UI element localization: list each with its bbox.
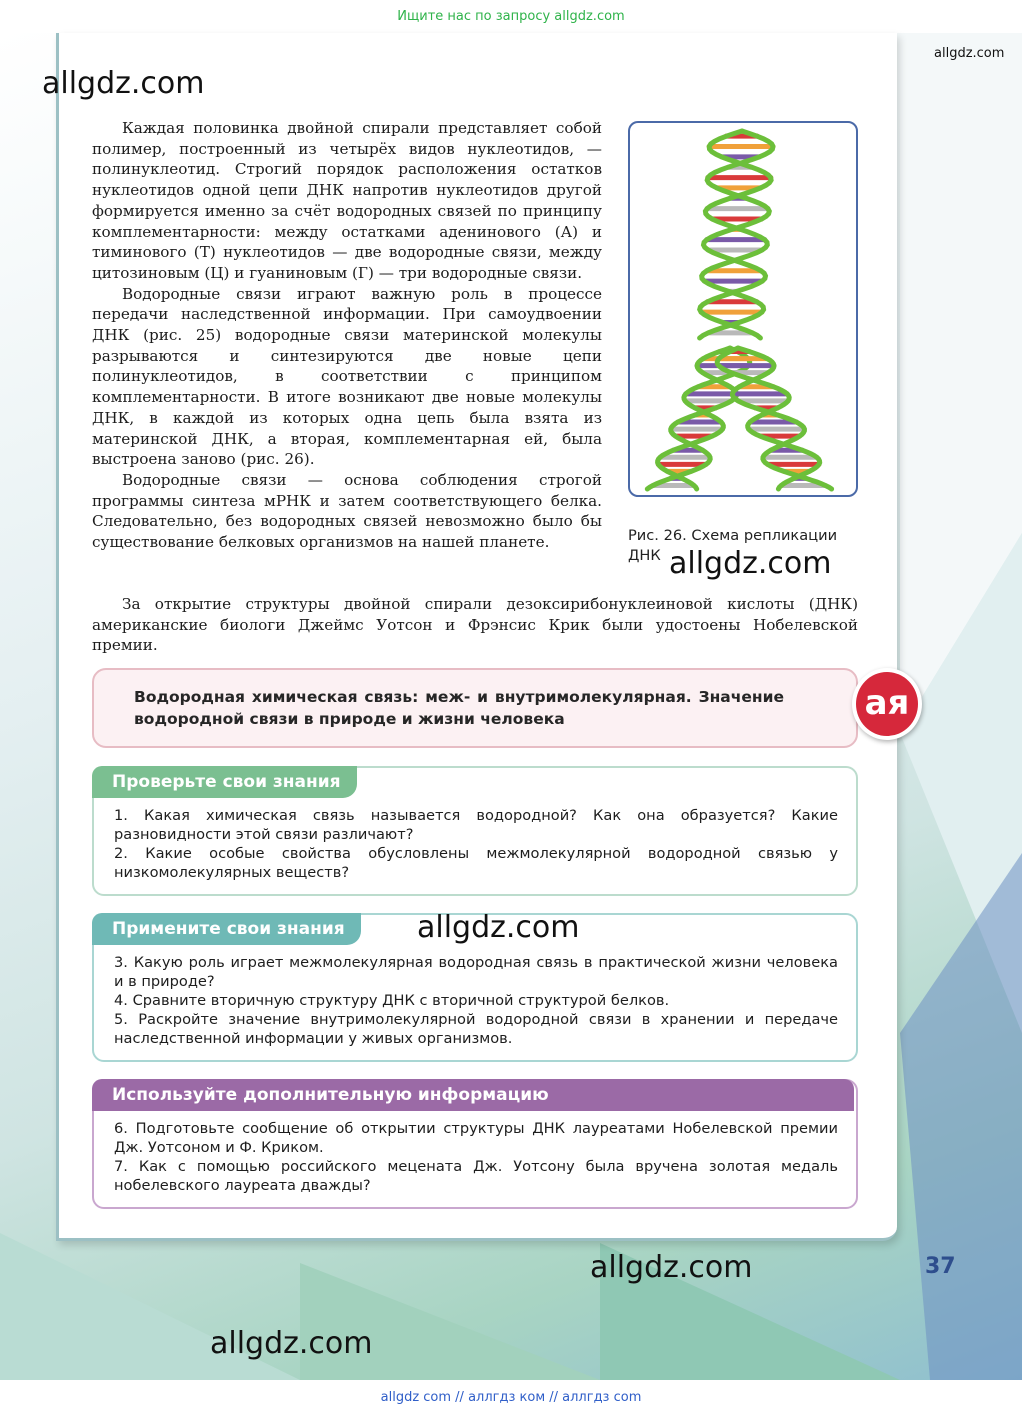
watermark-apply: allgdz.com [417, 910, 580, 945]
paragraph: Водородные связи играют важную роль в процессе передачи наследственной информации. При самоудвоении ДНК (рис. 25) водородные связи материнской молекулы разрываются и синтезируются две новые цепи полинуклеотидов, в соответствии с принципом комплементарности. В итоге возникают две новые молекулы ДНК, в каждой из которых одна цепь была взята из материнской ДНК, а вторая, комплементарная ей, была выстроена заново (рис. 26). [92, 284, 602, 469]
watermark-top-right: allgdz.com [934, 46, 1005, 61]
watermark-bottom-left: allgdz.com [210, 1326, 373, 1361]
apply-knowledge-list [114, 953, 838, 1048]
dna-helix-illustration [630, 123, 856, 495]
figure-caption: Рис. 26. Схема репликации ДНК [628, 527, 838, 564]
check-knowledge-title: Проверьте свои знания [92, 766, 357, 798]
check-knowledge-box [92, 766, 858, 896]
check-knowledge-list [114, 806, 838, 882]
parent-helix-strand-b [700, 131, 772, 338]
glossary-badge-icon: ая [852, 668, 922, 740]
nobel-paragraph: За открытие структуры двойной спирали дезоксирибонуклеиновой кислоты (ДНК) американские биологи Джеймс Уотсон и Фрэнсис Крик были удостоены Нобелевской премии. [92, 595, 858, 655]
task-item: 1. Какая химическая связь называется водородной? Как она образуется? Какие разновидности этой связи различают? [114, 807, 838, 843]
footer-text: allgdz com // аллгдз ком // аллгдз com [380, 1390, 642, 1405]
task-item: 4. Сравните вторичную структуру ДНК с вторичной структурой белков. [114, 992, 670, 1009]
top-search-banner [0, 0, 1022, 33]
task-item: 7. Как с помощью российского мецената Дж. Уотсону была вручена золотая медаль нобелевского лауреата дважды? [114, 1158, 838, 1194]
paragraph: Каждая половинка двойной спирали представляет собой полимер, построенный из четырёх видов нуклеотидов, — полинуклеотид. Строгий порядок расположения остатков нуклеотидов одной цепи ДНК напротив нуклеотидов другой формируется именно за счёт водородных связей по принципу комплементарности: между остатками аденинового (А) и тиминового (Т) нуклеотидов — две водородные связи, между цитозиновым (Ц) и гуаниновым (Г) — три водородные связи. [92, 119, 602, 282]
daughter-right-strand-b [717, 348, 820, 489]
extra-info-list [114, 1119, 838, 1195]
extra-info-title: Используйте дополнительную информацию [92, 1079, 854, 1111]
watermark-figure: allgdz.com [669, 546, 832, 581]
page-number: 37 [925, 1254, 956, 1279]
task-item: 3. Какую роль играет межмолекулярная водородная связь в практической жизни человека и в природе? [114, 954, 838, 990]
watermark-top-left: allgdz.com [42, 66, 205, 101]
extra-info-box [92, 1079, 858, 1209]
task-item: 2. Какие особые свойства обусловлены межмолекулярной водородной связью у низкомолекулярных веществ? [114, 845, 838, 881]
footer-banner [0, 1380, 1022, 1415]
top-banner-text: Ищите нас по запросу allgdz.com [397, 9, 625, 24]
body-text [92, 118, 602, 553]
task-item: 6. Подготовьте сообщение об открытии структуры ДНК лауреатами Нобелевской премии Дж. Уотсоном и Ф. Криком. [114, 1120, 838, 1156]
task-item: 5. Раскройте значение внутримолекулярной водородной связи в хранении и передаче наследственной информации у живых организмов. [114, 1011, 838, 1047]
apply-knowledge-title: Примените свои знания [92, 913, 361, 945]
paragraph: Водородные связи — основа соблюдения строгой программы синтеза мРНК и затем соответствующего белка. Следовательно, без водородных связей невозможно было бы существование белковых организмов на нашей планете. [92, 470, 602, 552]
key-concepts-box [92, 668, 858, 748]
watermark-bottom-center: allgdz.com [590, 1250, 753, 1285]
dna-replication-figure [628, 121, 858, 497]
key-concepts-text: Водородная химическая связь: меж- и внутримолекулярная. Значение водородной связи в природе и жизни человека [134, 688, 784, 728]
